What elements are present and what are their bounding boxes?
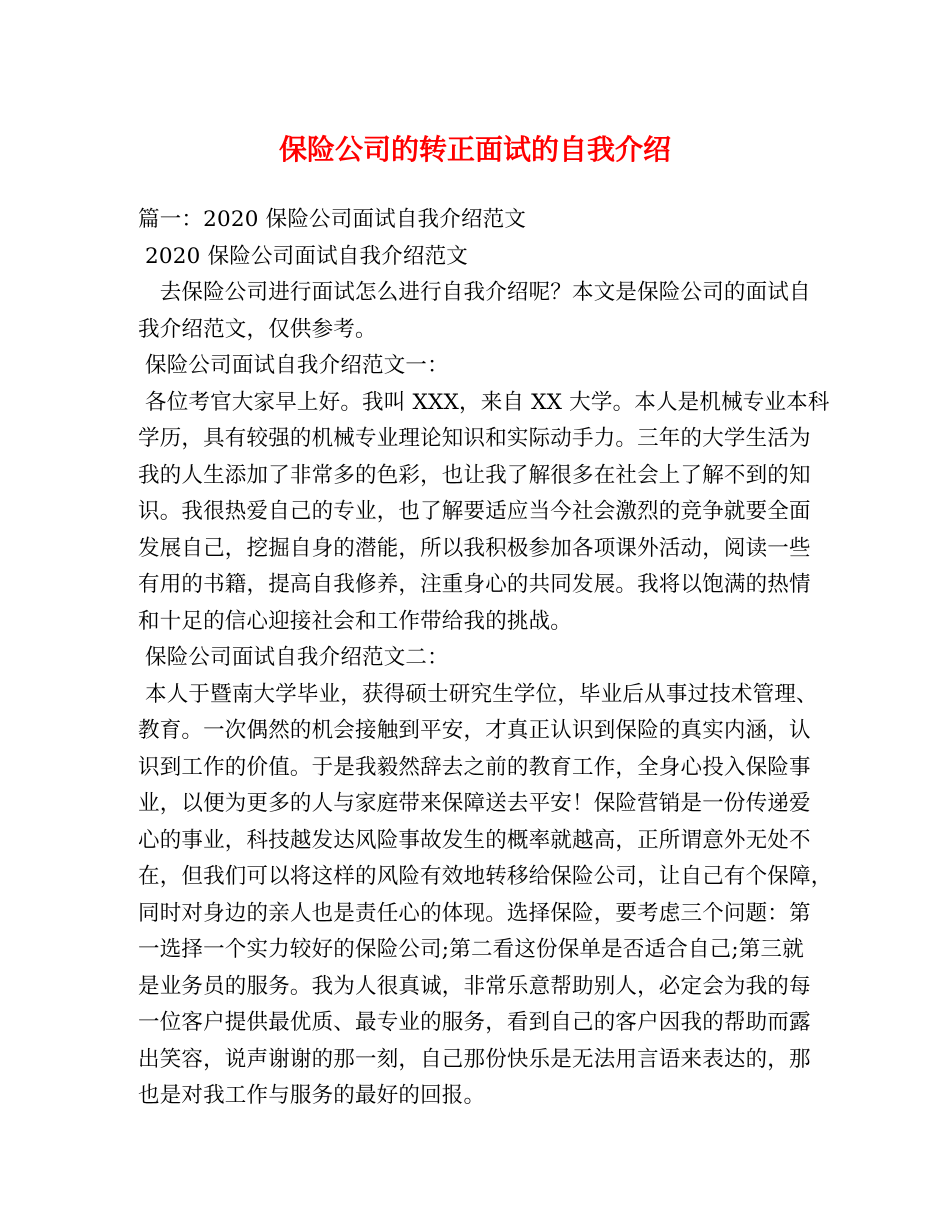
text-line: 发展自己，挖掘自身的潜能，所以我积极参加各项课外活动，阅读一些 [138, 535, 811, 561]
text-line: 识到工作的价值。于是我毅然辞去之前的教育工作，全身心投入保险事 [138, 754, 811, 780]
text-line: 也是对我工作与服务的最好的回报。 [138, 1083, 486, 1108]
text-line: 在，但我们可以将这样的风险有效地转移给保险公司，让自己有个保障， [138, 864, 833, 889]
text-line: 同时对身边的亲人也是责任心的体现。选择保险，要考虑三个问题：第 [138, 900, 811, 926]
text-line: 是业务员的服务。我为人很真诚，非常乐意帮助别人，必定会为我的每 [138, 973, 811, 999]
text-line: 识。我很热爱自己的专业，也了解要适应当今社会激烈的竞争就要全面 [138, 499, 811, 524]
text-line: 心的事业，科技越发达风险事故发生的概率就越高，正所谓意外无处不 [138, 827, 811, 853]
text-line: 学历，具有较强的机械专业理论知识和实际动手力。三年的大学生活为 [138, 426, 811, 451]
text-line: 篇一：2020 保险公司面试自我介绍范文 [138, 207, 527, 232]
document-body [138, 202, 833, 1115]
text-line: 本人于暨南大学毕业，获得硕士研究生学位，毕业后从事过技术管理、 [138, 681, 818, 707]
text-line: 我的人生添加了非常多的色彩，也让我了解很多在社会上了解不到的知 [138, 462, 811, 488]
text-line: 有用的书籍，提高自我修养，注重身心的共同发展。我将以饱满的热情 [138, 572, 811, 597]
document-title: 保险公司的转正面试的自我介绍 [278, 133, 671, 166]
text-line: 保险公司面试自我介绍范文二： [138, 645, 449, 670]
text-line: 教育。一次偶然的机会接触到平安，才真正认识到保险的真实内涵，认 [138, 718, 811, 743]
text-line: 业，以便为更多的人与家庭带来保障送去平安！保险营销是一份传递爱 [138, 791, 811, 816]
text-line: 和十足的信心迎接社会和工作带给我的挑战。 [138, 608, 573, 634]
text-line: 去保险公司进行面试怎么进行自我介绍呢？本文是保险公司的面试自 [138, 280, 811, 305]
text-line: 我介绍范文，仅供参考。 [138, 316, 377, 342]
text-line: 保险公司面试自我介绍范文一： [138, 353, 449, 378]
text-line: 一位客户提供最优质、最专业的服务，看到自己的客户因我的帮助而露 [138, 1010, 811, 1035]
text-line: 各位考官大家早上好。我叫 XXX，来自 XX 大学。本人是机械专业本科 [138, 389, 830, 415]
text-line: 一选择一个实力较好的保险公司;第二看这份保单是否适合自己;第三就 [138, 937, 804, 962]
text-line: 2020 保险公司面试自我介绍范文 [138, 243, 468, 269]
text-line: 出笑容，说声谢谢的那一刻，自己那份快乐是无法用言语来表达的，那 [138, 1046, 811, 1072]
